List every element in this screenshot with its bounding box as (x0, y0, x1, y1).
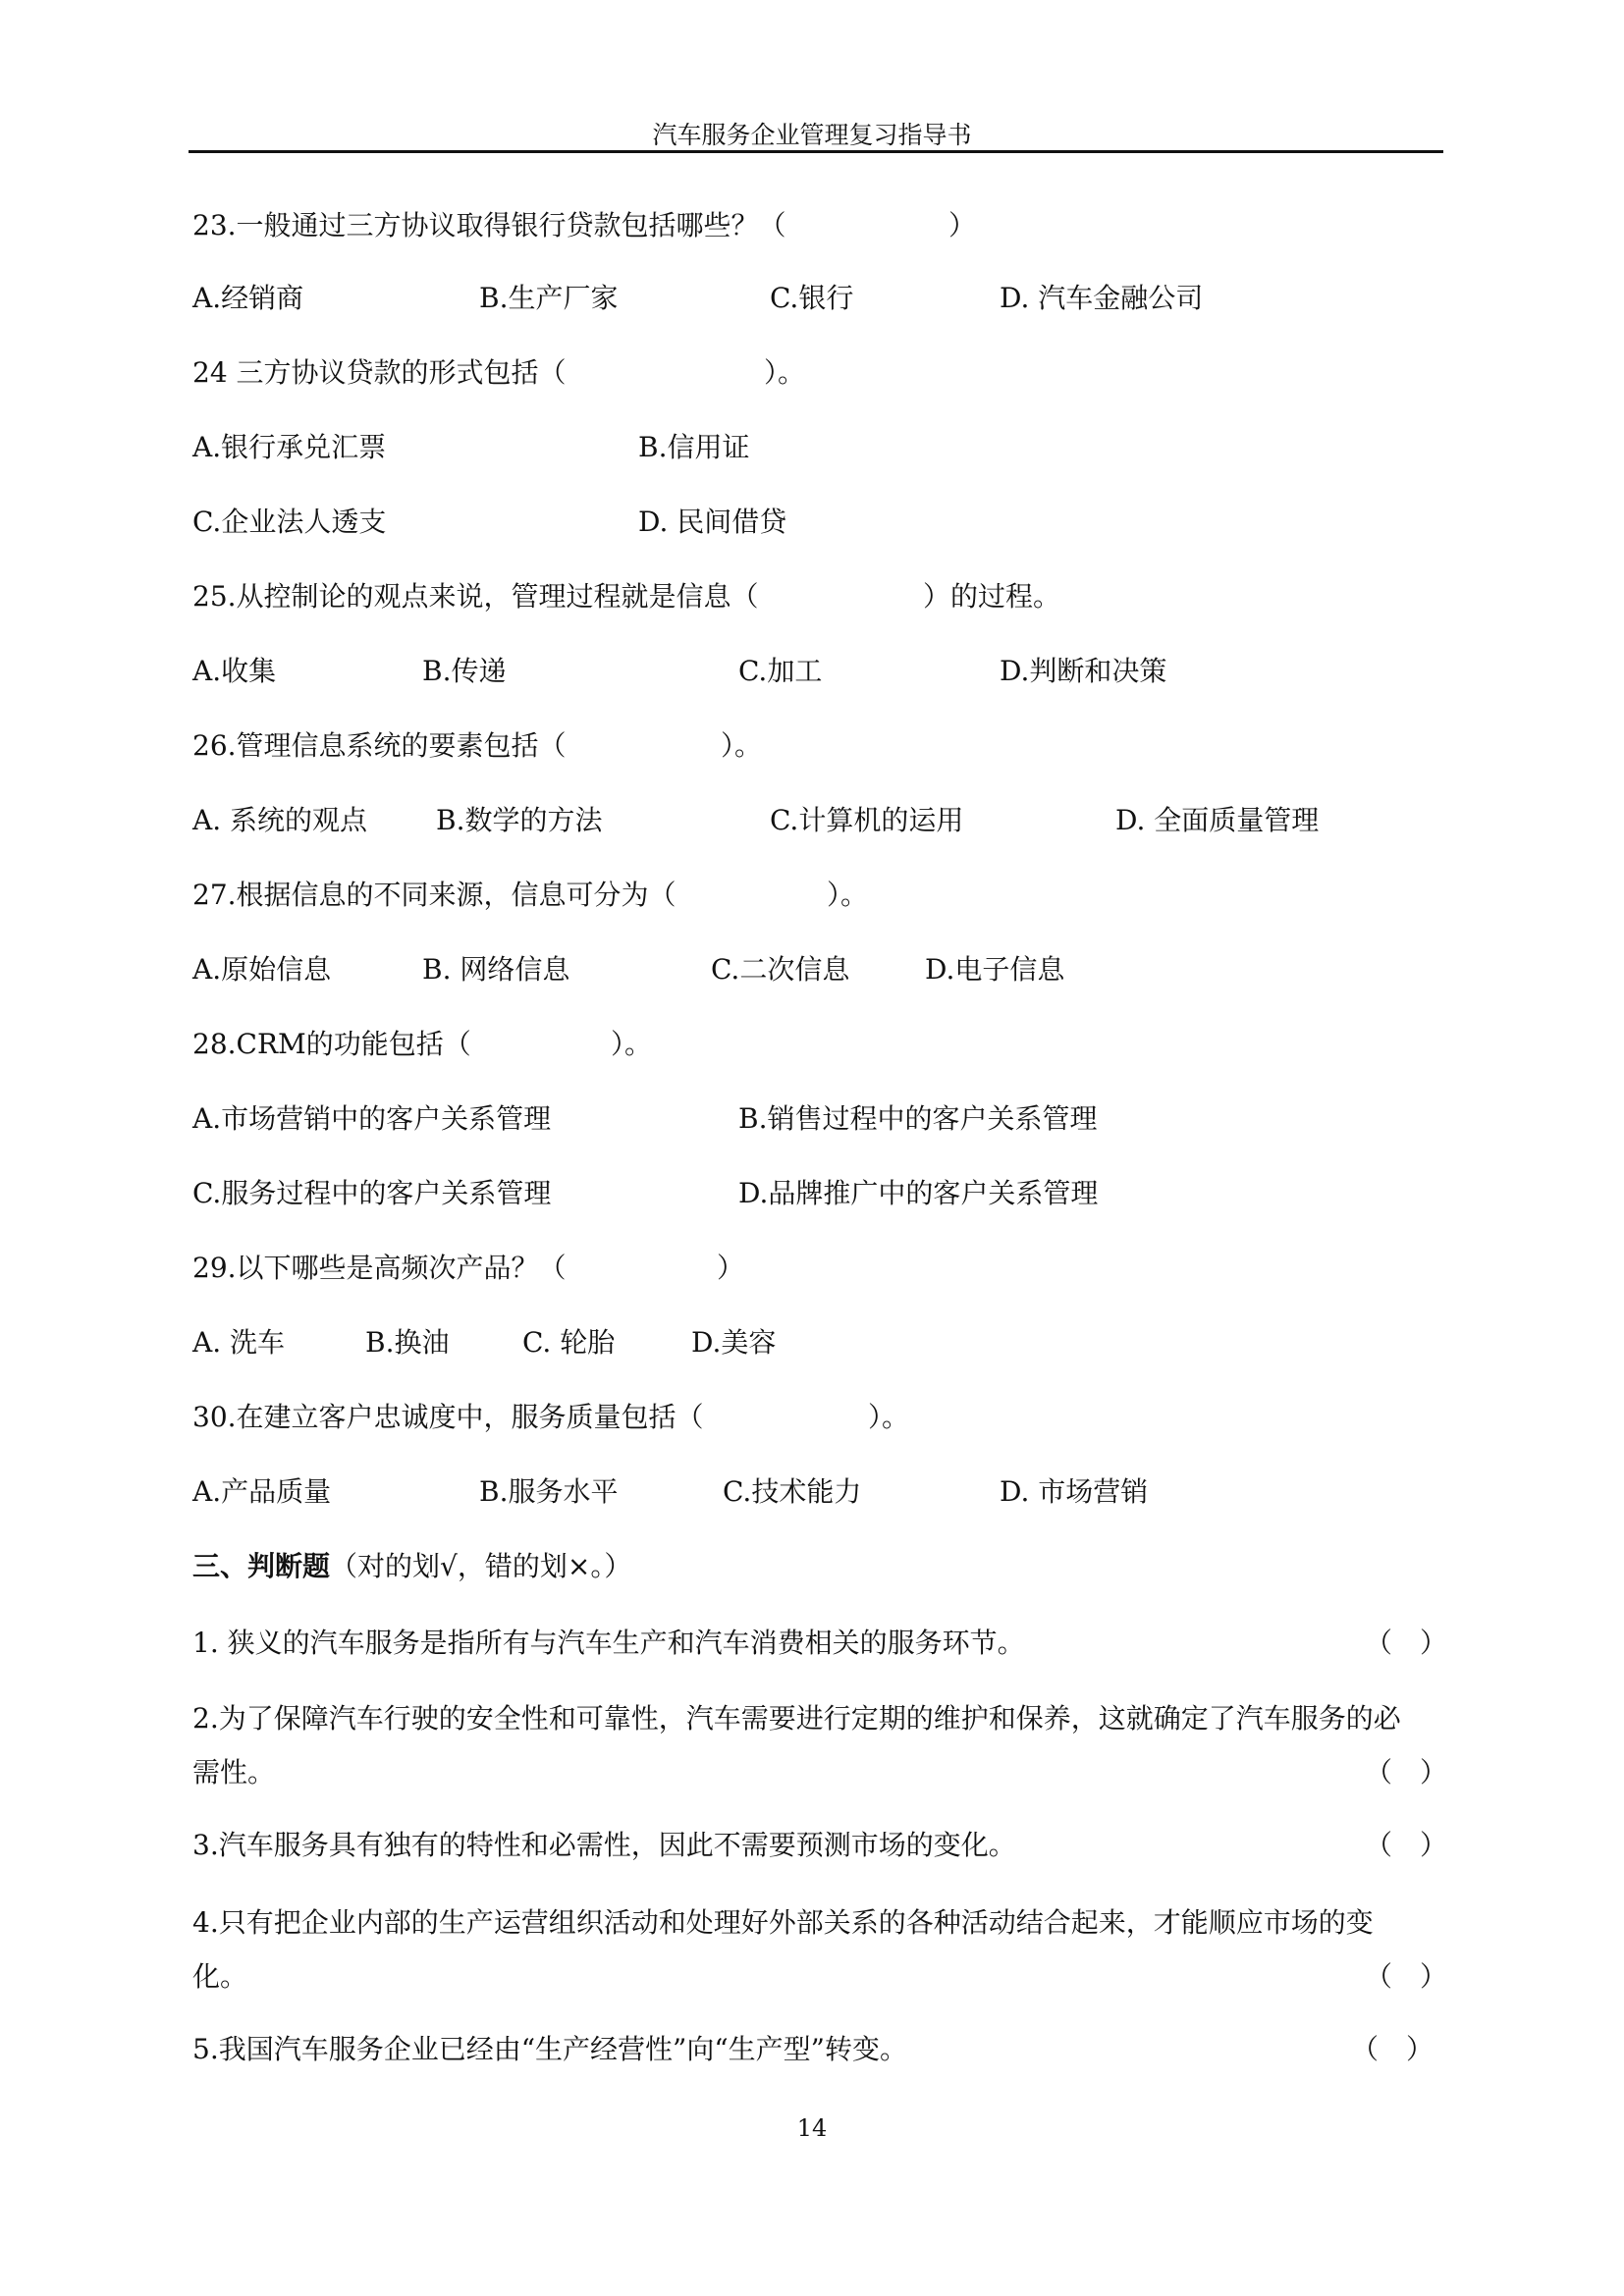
option-24-c: C.企业法人透支 (192, 506, 387, 538)
option-25-c: C.加工 (738, 655, 823, 687)
section-heading (192, 1550, 632, 1582)
question-24: 24 三方协议贷款的形式包括（ (192, 356, 567, 389)
option-23-b: B.生产厂家 (479, 282, 619, 314)
section-title: 三、判断题 (192, 1550, 331, 1582)
option-30-a: A.产品质量 (192, 1475, 332, 1508)
question-23: 23.一般通过三方协议取得银行贷款包括哪些？（ (192, 209, 786, 241)
option-27-a: A.原始信息 (192, 953, 332, 986)
option-25-d: D.判断和决策 (1000, 655, 1167, 687)
option-27-c: C.二次信息 (711, 953, 850, 986)
question-28-close: ）。 (611, 1028, 653, 1060)
option-28-d: D.品牌推广中的客户关系管理 (738, 1177, 1099, 1209)
question-23-close: ） (948, 209, 977, 241)
section-note: （对的划√，错的划×。） (330, 1550, 632, 1582)
question-25-close: ）的过程。 (923, 580, 1061, 613)
option-25-a: A.收集 (192, 655, 277, 687)
option-28-c: C.服务过程中的客户关系管理 (192, 1177, 552, 1209)
question-24-close: ）。 (764, 356, 806, 389)
tf-answer-4: （ ） (1365, 1960, 1448, 1993)
question-29-close: ） (717, 1252, 745, 1284)
question-28: 28.CRM的功能包括（ (192, 1028, 471, 1060)
tf-answer-1: （ ） (1365, 1627, 1448, 1659)
header-rule (189, 150, 1443, 153)
page-number: 14 (796, 2114, 828, 2142)
option-23-c: C.银行 (770, 282, 854, 314)
question-26-close: ）。 (721, 729, 763, 762)
tf-item-2: 2.为了保障汽车行驶的安全性和可靠性，汽车需要进行定期的维护和保养，这就确定了汽车服务的必 (192, 1702, 1401, 1735)
option-28-b: B.销售过程中的客户关系管理 (738, 1102, 1098, 1135)
option-28-a: A.市场营销中的客户关系管理 (192, 1102, 552, 1135)
option-29-b: B.换油 (365, 1326, 450, 1359)
option-29-c: C. 轮胎 (522, 1326, 616, 1359)
question-27: 27.根据信息的不同来源，信息可分为（ (192, 879, 677, 911)
option-30-b: B.服务水平 (479, 1475, 619, 1508)
option-23-d: D. 汽车金融公司 (1000, 282, 1204, 314)
tf-answer-5: （ ） (1351, 2033, 1435, 2065)
option-30-d: D. 市场营销 (1000, 1475, 1149, 1508)
option-29-d: D.美容 (691, 1326, 777, 1359)
question-30: 30.在建立客户忠诚度中，服务质量包括（ (192, 1401, 704, 1433)
option-26-d: D. 全面质量管理 (1115, 804, 1320, 836)
option-24-b: B.信用证 (638, 431, 750, 463)
option-25-b: B.传递 (422, 655, 507, 687)
tf-item-1: 1. 狭义的汽车服务是指所有与汽车生产和汽车消费相关的服务环节。 (192, 1627, 1025, 1659)
question-30-close: ）。 (868, 1401, 910, 1433)
option-27-b: B. 网络信息 (422, 953, 570, 986)
tf-answer-2: （ ） (1365, 1756, 1448, 1789)
tf-item-2-cont: 需性。 (192, 1756, 276, 1789)
tf-item-3: 3.汽车服务具有独有的特性和必需性，因此不需要预测市场的变化。 (192, 1829, 1016, 1861)
option-23-a: A.经销商 (192, 282, 304, 314)
option-29-a: A. 洗车 (192, 1326, 286, 1359)
option-26-b: B.数学的方法 (436, 804, 603, 836)
option-26-c: C.计算机的运用 (770, 804, 964, 836)
option-30-c: C.技术能力 (723, 1475, 862, 1508)
option-24-a: A.银行承兑汇票 (192, 431, 387, 463)
option-26-a: A. 系统的观点 (192, 804, 368, 836)
tf-answer-3: （ ） (1365, 1829, 1448, 1861)
question-25: 25.从控制论的观点来说，管理过程就是信息（ (192, 580, 759, 613)
question-27-close: ）。 (827, 879, 869, 911)
tf-item-4: 4.只有把企业内部的生产运营组织活动和处理好外部关系的各种活动结合起来，才能顺应市场的变 (192, 1906, 1374, 1939)
option-27-d: D.电子信息 (925, 953, 1065, 986)
page-header: 汽车服务企业管理复习指导书 (652, 121, 972, 149)
tf-item-5: 5.我国汽车服务企业已经由“生产经营性”向“生产型”转变。 (192, 2033, 907, 2065)
tf-item-4-cont: 化。 (192, 1960, 248, 1993)
question-29: 29.以下哪些是高频次产品？（ (192, 1252, 567, 1284)
question-26: 26.管理信息系统的要素包括（ (192, 729, 567, 762)
option-24-d: D. 民间借贷 (638, 506, 787, 538)
